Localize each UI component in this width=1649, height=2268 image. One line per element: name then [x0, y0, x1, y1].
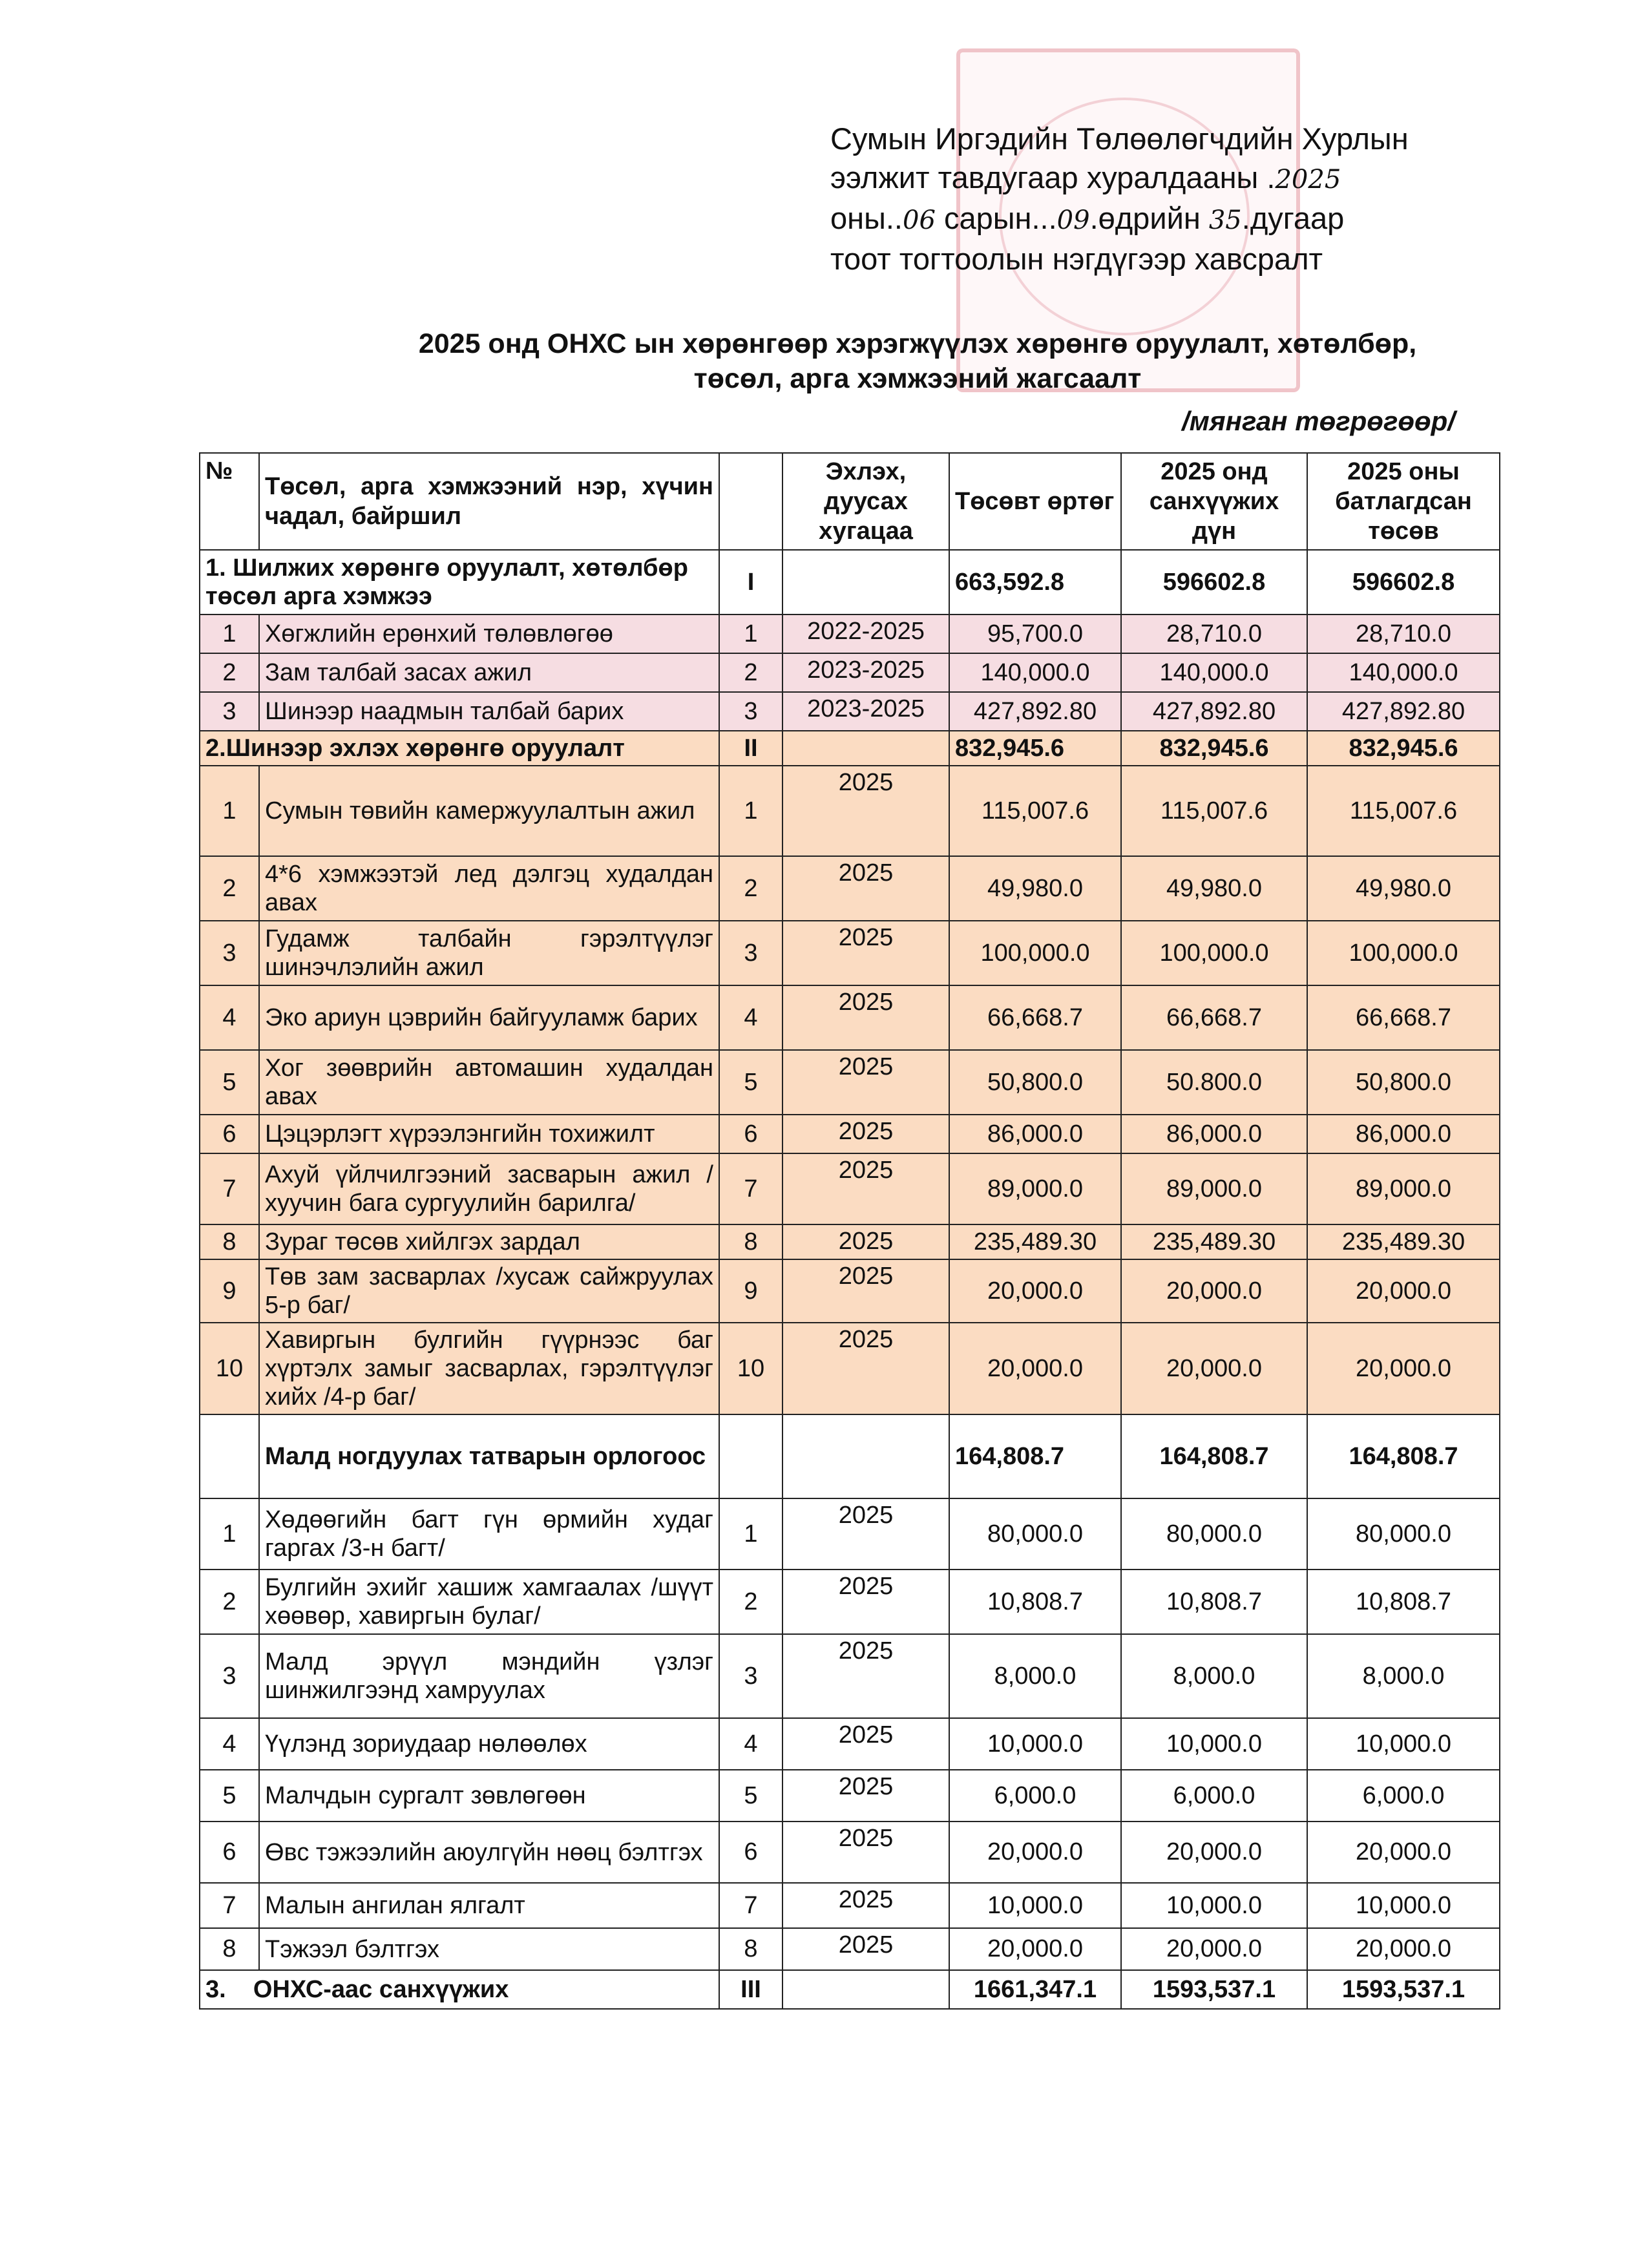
row-approved: 8,000.0 [1307, 1634, 1500, 1718]
row-period: 2025 [782, 1050, 949, 1115]
row-period: 2025 [782, 1822, 949, 1883]
row-period: 2023-2025 [782, 692, 949, 731]
row-no: 6 [200, 1822, 259, 1883]
row-funding: 235,489.30 [1121, 1224, 1307, 1259]
row-approved: 86,000.0 [1307, 1115, 1500, 1153]
row-cost: 20,000.0 [949, 1323, 1121, 1414]
row-no: 2 [200, 1570, 259, 1634]
row-code: 7 [719, 1153, 782, 1224]
row-no: 6 [200, 1115, 259, 1153]
row-name: Үүлэнд зориудаар нөлөөлөх [259, 1718, 719, 1770]
row-period: 2023-2025 [782, 653, 949, 692]
row-cost: 49,980.0 [949, 856, 1121, 921]
row-cost: 10,000.0 [949, 1883, 1121, 1928]
header-line-3a: оны.. [830, 201, 903, 235]
section-funding: 596602.8 [1121, 550, 1307, 614]
row-no: 3 [200, 692, 259, 731]
row-cost: 80,000.0 [949, 1498, 1121, 1570]
row-approved: 20,000.0 [1307, 1323, 1500, 1414]
col-approved: 2025 оны батлагдсан төсөв [1307, 453, 1500, 550]
row-code: 3 [719, 921, 782, 985]
section-approved: 164,808.7 [1307, 1414, 1500, 1498]
row-period: 2025 [782, 921, 949, 985]
row-no: 1 [200, 1498, 259, 1570]
unit-label: /мянган төгрөгөөр/ [1182, 406, 1455, 436]
row-name: Булгийн эхийг хашиж хамгаалах /шүүт хөөвөр, хавиргын булаг/ [259, 1570, 719, 1634]
table-row [200, 921, 1500, 985]
row-funding: 20,000.0 [1121, 1259, 1307, 1323]
row-cost: 6,000.0 [949, 1770, 1121, 1822]
title-line-1: 2025 онд ОНХС ын хөрөнгөөр хэрэгжүүлэх хөрөнгө оруулалт, хөтөлбөр, [418, 328, 1417, 359]
section-cost: 164,808.7 [949, 1414, 1121, 1498]
row-name: Малчдын сургалт зөвлөгөөн [259, 1770, 719, 1822]
handwritten-year: 2025 [1275, 165, 1341, 194]
table-row [200, 1634, 1500, 1718]
row-name: Зураг төсөв хийлгэх зардал [259, 1224, 719, 1259]
row-funding: 20,000.0 [1121, 1323, 1307, 1414]
row-no: 1 [200, 766, 259, 856]
col-code [719, 453, 782, 550]
row-approved: 50,800.0 [1307, 1050, 1500, 1115]
row-cost: 10,808.7 [949, 1570, 1121, 1634]
row-cost: 10,000.0 [949, 1718, 1121, 1770]
section-cost: 832,945.6 [949, 731, 1121, 766]
row-code: 8 [719, 1224, 782, 1259]
table-body [200, 550, 1500, 2009]
header-line-2 [830, 158, 1541, 199]
row-no: 8 [200, 1224, 259, 1259]
row-period: 2025 [782, 856, 949, 921]
row-no: 5 [200, 1050, 259, 1115]
row-approved: 6,000.0 [1307, 1770, 1500, 1822]
row-code: 7 [719, 1883, 782, 1928]
handwritten-month: 06 [903, 205, 936, 235]
row-code: 2 [719, 856, 782, 921]
section-period [782, 731, 949, 766]
row-approved: 28,710.0 [1307, 614, 1500, 653]
row-no: 4 [200, 1718, 259, 1770]
row-funding: 10,808.7 [1121, 1570, 1307, 1634]
table-row [200, 856, 1500, 921]
row-funding: 140,000.0 [1121, 653, 1307, 692]
row-approved: 140,000.0 [1307, 653, 1500, 692]
row-funding: 100,000.0 [1121, 921, 1307, 985]
row-approved: 115,007.6 [1307, 766, 1500, 856]
table-row [200, 1718, 1500, 1770]
row-no: 2 [200, 653, 259, 692]
row-code: 1 [719, 614, 782, 653]
row-code: 2 [719, 1570, 782, 1634]
col-no: № [200, 453, 259, 550]
row-period: 2025 [782, 1259, 949, 1323]
row-funding: 28,710.0 [1121, 614, 1307, 653]
total-period [782, 1970, 949, 2009]
header-line-1: Сумын Иргэдийн Төлөөлөгчдийн Хурлын [830, 121, 1409, 156]
row-name: Хог зөөврийн автомашин худалдан авах [259, 1050, 719, 1115]
table-row [200, 1570, 1500, 1634]
row-code: 6 [719, 1115, 782, 1153]
row-cost: 66,668.7 [949, 985, 1121, 1050]
row-cost: 20,000.0 [949, 1259, 1121, 1323]
document-title [349, 326, 1486, 396]
section-row [200, 731, 1500, 766]
header-line-4: тоот тогтоолын нэгдүгээр хавсралт [830, 242, 1323, 276]
row-funding: 80,000.0 [1121, 1498, 1307, 1570]
row-cost: 427,892.80 [949, 692, 1121, 731]
total-code: III [719, 1970, 782, 2009]
row-name: Гудамж талбайн гэрэлтүүлэг шинэчлэлийн ажил [259, 921, 719, 985]
row-code: 3 [719, 1634, 782, 1718]
col-cost: Төсөвт өртөг [949, 453, 1121, 550]
row-code: 1 [719, 1498, 782, 1570]
total-cost: 1661,347.1 [949, 1970, 1121, 2009]
section-period [782, 550, 949, 614]
table-row [200, 1259, 1500, 1323]
row-funding: 50.800.0 [1121, 1050, 1307, 1115]
row-period: 2022-2025 [782, 614, 949, 653]
row-cost: 115,007.6 [949, 766, 1121, 856]
row-period: 2025 [782, 1570, 949, 1634]
row-name: Төв зам засварлах /хусаж сайжруулах 5-р баг/ [259, 1259, 719, 1323]
investment-table [199, 452, 1500, 2010]
row-code: 6 [719, 1822, 782, 1883]
row-cost: 235,489.30 [949, 1224, 1121, 1259]
row-code: 1 [719, 766, 782, 856]
row-name: Малын ангилан ялгалт [259, 1883, 719, 1928]
row-period: 2025 [782, 985, 949, 1050]
row-code: 2 [719, 653, 782, 692]
header-line-2-text: ээлжит тавдугаар хуралдааны . [830, 160, 1276, 194]
row-funding: 8,000.0 [1121, 1634, 1307, 1718]
row-name: 4*6 хэмжээтэй лед дэлгэц худалдан авах [259, 856, 719, 921]
row-name: Тэжээл бэлтгэх [259, 1928, 719, 1970]
title-line-2: төсөл, арга хэмжээний жагсаалт [693, 363, 1142, 394]
row-code: 4 [719, 1718, 782, 1770]
row-code: 9 [719, 1259, 782, 1323]
row-name: Сумын төвийн камержуулалтын ажил [259, 766, 719, 856]
row-approved: 20,000.0 [1307, 1259, 1500, 1323]
header-line-3c: .өдрийн [1089, 201, 1209, 235]
row-approved: 80,000.0 [1307, 1498, 1500, 1570]
row-approved: 66,668.7 [1307, 985, 1500, 1050]
row-cost: 20,000.0 [949, 1928, 1121, 1970]
section-name: 2.Шинээр эхлэх хөрөнгө оруулалт [200, 731, 719, 766]
row-name: Хавиргын булгийн гүүрнээс баг хүртэлх замыг засварлах, гэрэлтүүлэг хийх /4-р баг/ [259, 1323, 719, 1414]
row-name: Эко ариун цэврийн байгууламж барих [259, 985, 719, 1050]
table-header-row [200, 453, 1500, 550]
row-funding: 20,000.0 [1121, 1822, 1307, 1883]
row-no: 5 [200, 1770, 259, 1822]
section-funding: 832,945.6 [1121, 731, 1307, 766]
row-name: Шинээр наадмын талбай барих [259, 692, 719, 731]
row-approved: 235,489.30 [1307, 1224, 1500, 1259]
row-funding: 6,000.0 [1121, 1770, 1307, 1822]
row-cost: 20,000.0 [949, 1822, 1121, 1883]
table-row [200, 1115, 1500, 1153]
table-row [200, 692, 1500, 731]
section-approved: 596602.8 [1307, 550, 1500, 614]
row-funding: 115,007.6 [1121, 766, 1307, 856]
row-no: 2 [200, 856, 259, 921]
row-period: 2025 [782, 1323, 949, 1414]
row-code: 10 [719, 1323, 782, 1414]
row-period: 2025 [782, 1770, 949, 1822]
table-row [200, 1498, 1500, 1570]
header-line-3d: .дугаар [1241, 201, 1345, 235]
total-name: 3. ОНХС-аас санхүүжих [200, 1970, 719, 2009]
table-row [200, 1928, 1500, 1970]
row-approved: 10,808.7 [1307, 1570, 1500, 1634]
table-row [200, 1770, 1500, 1822]
section-name: 1. Шилжих хөрөнгө оруулалт, хөтөлбөр төсөл арга хэмжээ [200, 550, 719, 614]
row-funding: 10,000.0 [1121, 1883, 1307, 1928]
row-no: 1 [200, 614, 259, 653]
row-code: 3 [719, 692, 782, 731]
section-code: II [719, 731, 782, 766]
section-approved: 832,945.6 [1307, 731, 1500, 766]
col-funding: 2025 онд санхүүжих дүн [1121, 453, 1307, 550]
row-period: 2025 [782, 766, 949, 856]
table-row [200, 1224, 1500, 1259]
row-cost: 86,000.0 [949, 1115, 1121, 1153]
row-no: 3 [200, 1634, 259, 1718]
table-row [200, 766, 1500, 856]
table-row [200, 1822, 1500, 1883]
section-no [200, 1414, 259, 1498]
row-period: 2025 [782, 1153, 949, 1224]
table-row [200, 1050, 1500, 1115]
row-name: Малд эрүүл мэндийн үзлэг шинжилгээнд хамруулах [259, 1634, 719, 1718]
col-name: Төсөл, арга хэмжээний нэр, хүчин чадал, байршил [259, 453, 719, 550]
table-row [200, 1153, 1500, 1224]
row-code: 4 [719, 985, 782, 1050]
row-approved: 427,892.80 [1307, 692, 1500, 731]
row-name: Хөдөөгийн багт гүн өрмийн худаг гаргах /3-н багт/ [259, 1498, 719, 1570]
row-cost: 50,800.0 [949, 1050, 1121, 1115]
table-row [200, 614, 1500, 653]
row-approved: 20,000.0 [1307, 1928, 1500, 1970]
row-funding: 86,000.0 [1121, 1115, 1307, 1153]
row-period: 2025 [782, 1634, 949, 1718]
table-row [200, 653, 1500, 692]
row-period: 2025 [782, 1883, 949, 1928]
row-code: 8 [719, 1928, 782, 1970]
table-row [200, 1323, 1500, 1414]
row-name: Хөгжлийн ерөнхий төлөвлөгөө [259, 614, 719, 653]
row-approved: 100,000.0 [1307, 921, 1500, 985]
section-funding: 164,808.7 [1121, 1414, 1307, 1498]
row-no: 3 [200, 921, 259, 985]
row-no: 10 [200, 1323, 259, 1414]
row-cost: 89,000.0 [949, 1153, 1121, 1224]
row-no: 8 [200, 1928, 259, 1970]
row-name: Ахуй үйлчилгээний засварын ажил /хуучин бага сургуулийн барилга/ [259, 1153, 719, 1224]
row-no: 9 [200, 1259, 259, 1323]
row-code: 5 [719, 1770, 782, 1822]
section-row [200, 1414, 1500, 1498]
section-code [719, 1414, 782, 1498]
handwritten-day: 09 [1056, 205, 1090, 235]
section-cost: 663,592.8 [949, 550, 1121, 614]
row-no: 4 [200, 985, 259, 1050]
total-approved: 1593,537.1 [1307, 1970, 1500, 2009]
row-approved: 10,000.0 [1307, 1883, 1500, 1928]
row-funding: 66,668.7 [1121, 985, 1307, 1050]
row-approved: 20,000.0 [1307, 1822, 1500, 1883]
row-approved: 49,980.0 [1307, 856, 1500, 921]
section-period [782, 1414, 949, 1498]
section-row [200, 550, 1500, 614]
total-row [200, 1970, 1500, 2009]
row-name: Өвс тэжээлийн аюулгүйн нөөц бэлтгэх [259, 1822, 719, 1883]
row-period: 2025 [782, 1928, 949, 1970]
row-funding: 10,000.0 [1121, 1718, 1307, 1770]
row-funding: 49,980.0 [1121, 856, 1307, 921]
section-code: I [719, 550, 782, 614]
row-cost: 100,000.0 [949, 921, 1121, 985]
row-period: 2025 [782, 1498, 949, 1570]
row-cost: 8,000.0 [949, 1634, 1121, 1718]
row-period: 2025 [782, 1718, 949, 1770]
row-approved: 89,000.0 [1307, 1153, 1500, 1224]
col-period: Эхлэх, дуусах хугацаа [782, 453, 949, 550]
row-no: 7 [200, 1153, 259, 1224]
row-funding: 89,000.0 [1121, 1153, 1307, 1224]
row-cost: 95,700.0 [949, 614, 1121, 653]
header-line-3b: сарын... [935, 201, 1057, 235]
table-row [200, 1883, 1500, 1928]
row-name: Зам талбай засах ажил [259, 653, 719, 692]
resolution-header [830, 120, 1541, 278]
row-funding: 427,892.80 [1121, 692, 1307, 731]
total-funding: 1593,537.1 [1121, 1970, 1307, 2009]
row-funding: 20,000.0 [1121, 1928, 1307, 1970]
header-line-3 [830, 199, 1541, 240]
row-approved: 10,000.0 [1307, 1718, 1500, 1770]
row-code: 5 [719, 1050, 782, 1115]
row-period: 2025 [782, 1224, 949, 1259]
handwritten-number: 35 [1208, 205, 1242, 235]
row-cost: 140,000.0 [949, 653, 1121, 692]
table-row [200, 985, 1500, 1050]
section-name: Малд ногдуулах татварын орлогоос [259, 1414, 719, 1498]
row-name: Цэцэрлэгт хүрээлэнгийн тохижилт [259, 1115, 719, 1153]
row-no: 7 [200, 1883, 259, 1928]
row-period: 2025 [782, 1115, 949, 1153]
